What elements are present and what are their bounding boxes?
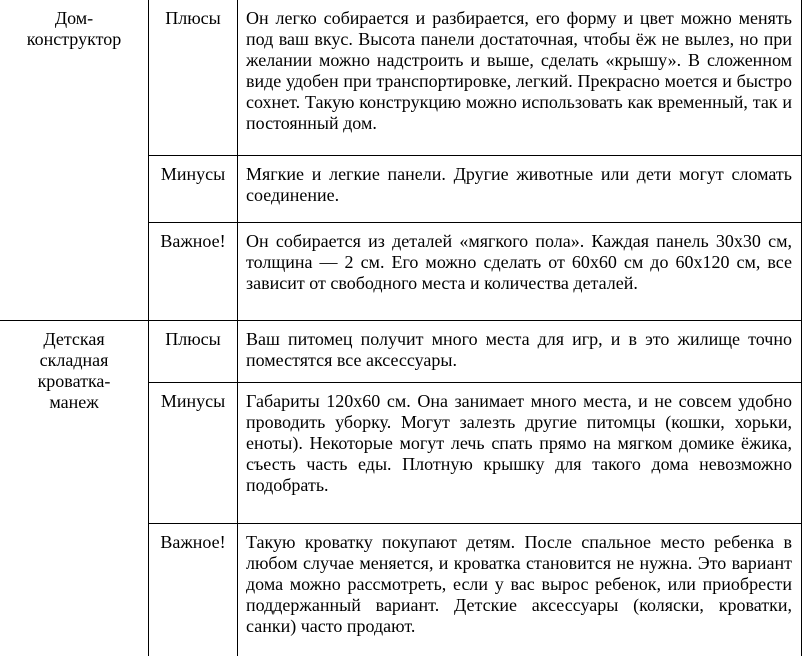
section-text-plusy: Ваш питомец получит много места для игр, и в это жилище точно поместятся все аксессуары. — [237, 321, 802, 382]
item-name: Детская складная кроватка-манеж — [37, 329, 111, 412]
section-label-vazhnoe: Важное! — [148, 523, 237, 656]
item-name: Дом-конструктор — [26, 8, 122, 49]
table-block-dom-konstruktor — [0, 0, 802, 320]
section-label-plusy: Плюсы — [148, 0, 237, 155]
section-text-vazhnoe: Такую кроватку покупают детям. После спальное место ребенка в любом случае меняется, и кроватка становится не нужна. Это вариант дома можно рассмотреть, если у вас вырос ребенок, или приобрести поддержанный вариант. Детские аксессуары (коляски, кроватки, санки) часто продают. — [237, 523, 802, 656]
section-label-minusy: Минусы — [148, 382, 237, 523]
section-label-vazhnoe: Важное! — [148, 222, 237, 320]
section-text-plusy: Он легко собирается и разбирается, его форму и цвет можно менять под ваш вкус. Высота панели достаточная, чтобы ёж не вылез, но при желании можно надстроить и выше, сделать «крышу». В сложенном виде удобен при транспортировке, легкий. Прекрасно моется и быстро сохнет. Такую конструкцию можно использовать как временный, так и постоянный дом. — [237, 0, 802, 155]
section-text-minusy: Габариты 120х60 см. Она занимает много места, и не совсем удобно проводить уборку. Могут залезть другие питомцы (кошки, хорьки, еноты). Некоторые могут лечь спать прямо на мягком домике ёжика, съесть часть еды. Плотную крышку для такого дома невозможно подобрать. — [237, 382, 802, 523]
table-block-krovatka-manezh — [0, 320, 802, 656]
section-label-minusy: Минусы — [148, 155, 237, 222]
section-text-minusy: Мягкие и легкие панели. Другие животные или дети могут сломать соединение. — [237, 155, 802, 222]
section-text-vazhnoe: Он собирается из деталей «мягкого пола». Каждая панель 30х30 см, толщина — 2 см. Его можно сделать от 60х60 см до 60х120 см, все зависит от свободного места и количества деталей. — [237, 222, 802, 320]
section-label-plusy: Плюсы — [148, 321, 237, 382]
